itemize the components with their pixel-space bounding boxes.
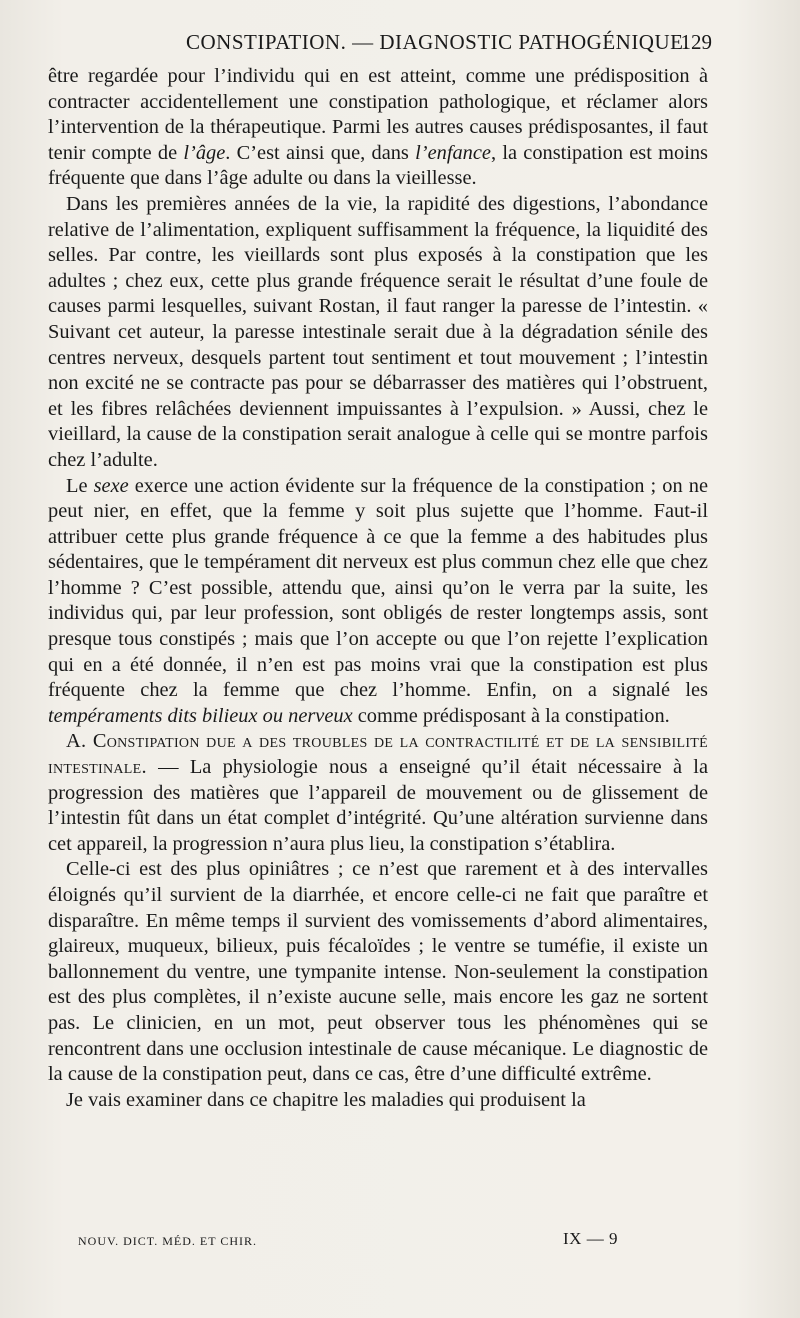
paragraph-6: Je vais examiner dans ce chapitre les maladies qui produisent la [66, 1088, 586, 1111]
paragraph-text: . C’est ainsi que, dans [225, 141, 416, 164]
paragraph-text: — La physiologie nous a enseigné qu’il était nécessaire à la progression des matières que l’appareil de mouvement ou de glissement de l’intestin fût dans un état complet d’intégrité. Qu’une altération survienne dans cet appareil, la progression n’aura plus lieu, la constipation s’établira. [48, 756, 708, 855]
page-body [48, 64, 708, 1113]
emphasis-text: sexe [93, 474, 129, 497]
running-header [48, 30, 712, 56]
paragraph-1 [48, 64, 708, 192]
paragraph-5: Celle-ci est des plus opiniâtres ; ce n’est que rarement et à des intervalles éloignés qu’il survient de la diarrhée, et encore celle-ci ne fait que paraître et disparaître. En même temps il survient des vomissements d’abord alimentaires, glaireux, muqueux, bilieux, puis fécaloïdes ; le ventre se tuméfie, il existe un ballonnement du ventre, une tympanite intense. Non-seulement la constipation est des plus complètes, il n’existe aucune selle, mais encore les gaz ne sortent pas. Le clinicien, en un mot, peut observer tous les phénomènes qui se rencontrent dans une occlusion intestinale de cause mécanique. Le diagnostic de la cause de la constipation peut, dans ce cas, être d’une difficulté extrême. [48, 858, 708, 1086]
paragraph-text: , la constipation est moins fréquente que dans l’âge adulte ou dans la vieillesse. [48, 141, 708, 190]
paragraph-text: Le [66, 474, 94, 497]
paragraph-text: comme prédisposant à la constipation. [352, 704, 670, 727]
paragraph-4 [48, 729, 708, 857]
running-title: CONSTIPATION. — DIAGNOSTIC PATHOGÉNIQUE. [186, 30, 690, 54]
paragraph-text: être regardée pour l’individu qui en est atteint, comme une prédisposition à contracter accidentellement une constipation pathologique, et réclamer alors l’intervention de la thérapeutique. Parmi les autres causes prédisposantes, il faut tenir compte de [48, 65, 708, 164]
paragraph-3 [48, 474, 708, 730]
page-number: 129 [680, 30, 712, 54]
section-heading: A. Constipation due a des troubles de la contractilité et de la sensibilité intestinale. [48, 730, 708, 779]
emphasis-text: tempéraments dits bilieux ou nerveux [48, 704, 353, 727]
paragraph-2: Dans les premières années de la vie, la rapidité des digestions, l’abondance relative de l’alimentation, expliquent suffisamment la fréquence, la liquidité des selles. Par contre, les vieillards sont plus exposés à la constipation que les adultes ; chez eux, cette plus grande fréquence serait le résultat d’une foule de causes parmi lesquelles, suivant Rostan, il faut ranger la paresse de l’intestin. « Suivant cet auteur, la paresse intestinale serait due à la dégradation sénile des centres nerveux, desquels partent tout sentiment et tout mouvement ; l’intestin non excité ne se contracte pas pour se débarrasser des matières qui l’obstruent, et les fibres relâchées deviennent impuissantes à l’expulsion. » Aussi, chez le vieillard, la cause de la constipation serait analogue à celle qui se montre parfois chez l’adulte. [48, 192, 708, 471]
signature-mark: IX — 9 [563, 1229, 618, 1248]
emphasis-text: l’âge [183, 141, 226, 164]
page-footer [78, 1229, 638, 1249]
paragraph-text: exerce une action évidente sur la fréquence de la constipation ; on ne peut nier, en effet, que la femme y soit plus sujette que l’homme. Faut-il attribuer cette plus grande fréquence à ce que la femme a des habitudes plus sédentaires, que le tempérament dit nerveux est plus commun chez elle que chez l’homme ? C’est possible, attendu que, ainsi qu’on le verra par la suite, les individus qui, par leur profession, sont obligés de rester longtemps assis, sont presque tous constipés ; mais que l’on accepte ou que l’on rejette l’explication qui en a été donnée, il n’en est pas moins vrai que la constipation est plus fréquente chez la femme que chez l’homme. Enfin, on a signalé les [48, 474, 708, 702]
emphasis-text: l’enfance [415, 141, 491, 164]
footer-book-title: NOUV. DICT. MÉD. ET CHIR. [78, 1234, 258, 1248]
